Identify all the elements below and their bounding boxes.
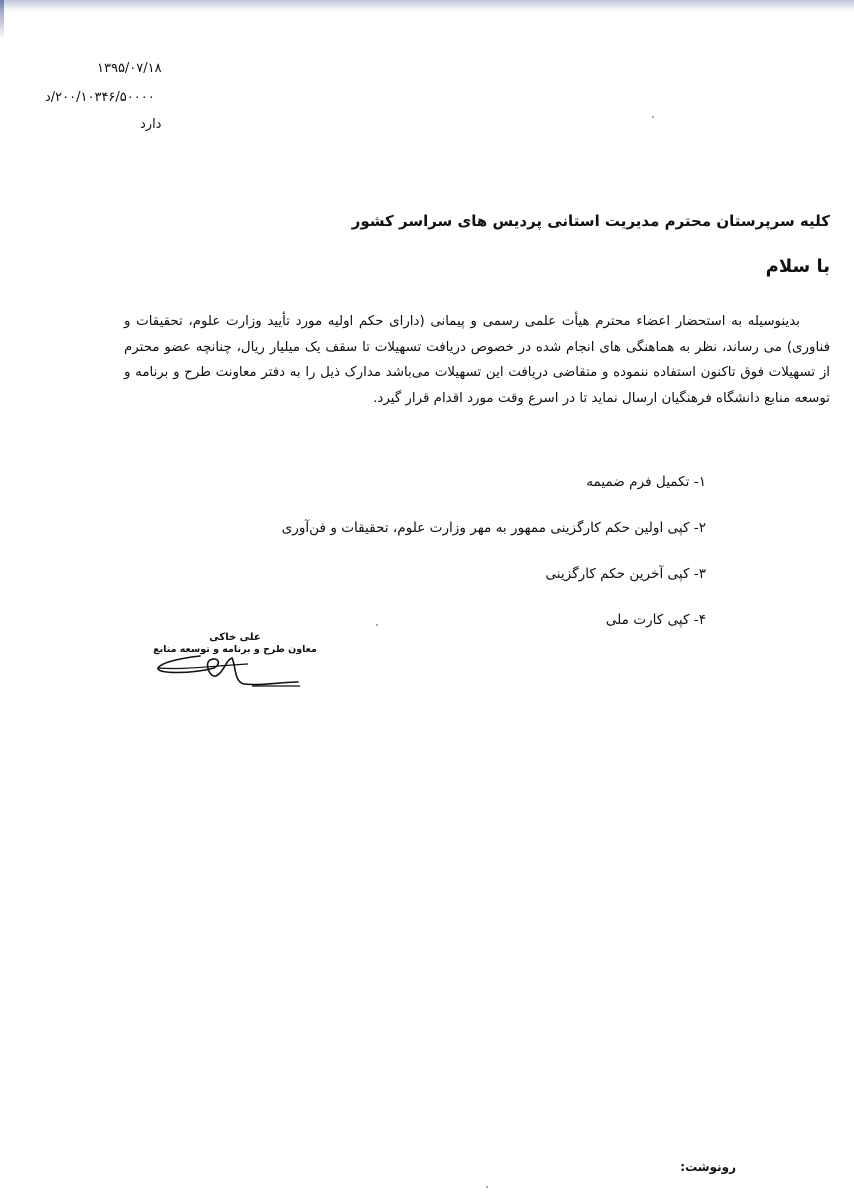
scan-edge-shadow-left bbox=[0, 0, 4, 40]
signature-block bbox=[150, 632, 320, 656]
requirements-list bbox=[282, 470, 706, 654]
requirement-item: ۴- کپی کارت ملی bbox=[605, 612, 706, 628]
requirement-item: ۲- کپی اولین حکم کارگزینی ممهور به مهر وزارت علوم، تحقیقات و فن‌آوری bbox=[281, 520, 706, 536]
letter-greeting: با سلام bbox=[765, 256, 830, 277]
letter-date: ۱۳۹۵/۰۷/۱۸ bbox=[97, 61, 162, 76]
scan-edge-shadow bbox=[0, 0, 854, 14]
requirement-item: ۱- تکمیل فرم ضمیمه bbox=[586, 474, 706, 490]
requirement-item: ۳- کپی آخرین حکم کارگزینی bbox=[545, 566, 706, 582]
carbon-copy-label: رونوشت: bbox=[680, 1160, 736, 1174]
scan-speck bbox=[376, 624, 378, 626]
letter-addressee: کلیه سرپرستان محترم مدیریت استانی پردیس های سراسر کشور bbox=[351, 212, 830, 230]
letter-number: ۲۰۰/۱۰۳۴۶/۵۰۰۰۰/د bbox=[45, 90, 155, 105]
scan-speck bbox=[486, 1186, 488, 1188]
signatory-title: معاون طرح و برنامه و توسعه منابع bbox=[153, 644, 317, 655]
signatory-name: علی خاکی bbox=[209, 632, 261, 643]
handwritten-signature-icon bbox=[152, 652, 302, 692]
letter-attachment-status: دارد bbox=[140, 117, 162, 132]
letter-body: بدینوسیله به استحضار اعضاء محترم هیأت علمی رسمی و پیمانی (دارای حکم اولیه مورد تأیید وزارت علوم، تحقیقات و فناوری) می رساند، نظر به هماهنگی های انجام شده در خصوص دریافت تسهیلات تا سقف یک میلیار ریال، چنانچه عضو محترم از تسهیلات فوق تاکنون استفاده ننموده و متقاضی دریافت این تسهیلات می‌باشد مدارک ذیل را به دفتر معاونت طرح و برنامه و توسعه منابع دانشگاه فرهنگیان ارسال نماید تا در اسرع وقت مورد اقدام قرار گیرد. bbox=[124, 314, 830, 406]
scan-speck bbox=[652, 116, 654, 118]
